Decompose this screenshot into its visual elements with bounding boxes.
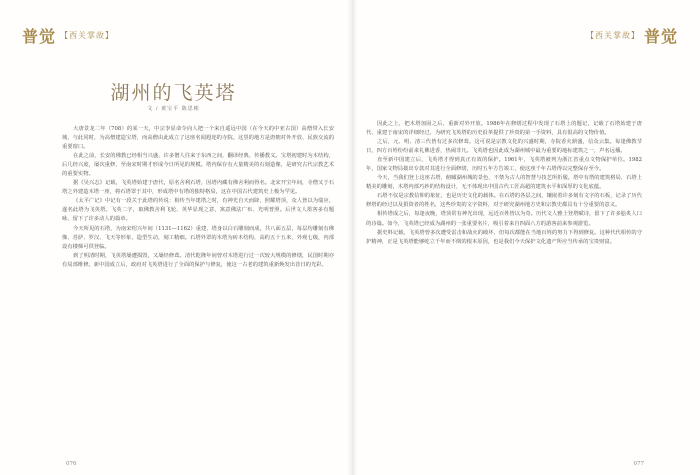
paragraph: 《太平广记》中记有一段关于此塔的传说：相传当年建塔之时，有神光自天而降，照耀塔顶，众人皆以为瑞应，遂名此塔为飞英塔。飞英二字，取佛教舍利飞轮、英华显现之意，寓意佛法广布、光明普照。后世文人墨客多有题咏，留下了许多动人的篇章。 xyxy=(62,198,334,223)
page-number-right: 077 xyxy=(633,461,644,467)
running-header-left xyxy=(22,24,114,47)
logo: 普觉 xyxy=(643,27,678,46)
paragraph: 直至新中国建立后，飞英塔才得到真正有效的保护。1961年，飞英塔被列为浙江省重点文物保护单位。1982年，国家文物局拨出专款对其进行全面修缮，历时五年方告竣工，使这座千年古塔得以完整保存至今。 xyxy=(366,157,642,173)
paragraph: 据《吴兴志》记载，飞英塔始建于唐代，原名舍利石塔，因塔内藏有佛舍利而得名。北宋开宝年间，寺僧又于石塔之外建造木塔一座，将石塔罩于其中，形成塔中有塔的独特格局，这在中国古代建筑史上极为罕见。 xyxy=(62,180,334,196)
right-text-column xyxy=(366,120,642,440)
paragraph: 大唐景龙二年（708）的某一天，中宗李显命令向人把一个来自遥远中国（在今天的中亚古国）高僧带入长安城，与此同时，为高僧建造宝塔，而高僧由此成立了这座名闻遐迩的寺院。这里的地方是唐朝对外开放、民族交流的重要窗口。 xyxy=(62,126,334,151)
running-header-right xyxy=(586,24,678,47)
section-tag: 【西关掌故】 xyxy=(60,31,115,40)
paragraph: 今天所见的石塔，为南宋绍兴年间（1131—1162）重建，塔身以白石雕刻而成，共八面五层，每层均雕刻有佛像、菩萨、罗汉、飞天等形象，造型生动，刻工精细。石塔外罩的木塔为砖木结构，高约五十五米，外观七级，内部设有楼梯可供登临。 xyxy=(62,225,334,250)
paragraph: 在此之前，长安的佛教已经相当兴盛，许多僧人往来于东西之间，翻译经典、传播教义。宝塔初建时为木结构，后几经兴废，屡次重修，至南宋时期才形成今日所见的规模。塔内保存有大量精美的石刻造像，是研究古代宗教艺术的重要实物。 xyxy=(62,153,334,178)
logo: 普觉 xyxy=(22,27,57,46)
paragraph: 相传塔成之后，每逢夜晚，塔顶常有神光出现，远近百姓皆以为奇。历代文人雅士登塔赋诗，留下了许多脍炙人口的诗篇。如今，飞英塔已经成为湖州的一张重要名片，吸引着来自四面八方的游客前来参观游览。 xyxy=(366,211,642,227)
paragraph: 到了明清时期，飞英塔屡遭损毁，又屡经修葺。清代乾隆年间曾对木塔进行过一次较大规模的修缮，民国时期亦有局部维修。新中国成立后，政府对飞英塔进行了全面的保护与修复，使这一古老的建筑重新焕发出昔日的光彩。 xyxy=(62,252,334,268)
article-title: 湖州的飞英塔 xyxy=(110,82,237,104)
page-number-left: 076 xyxy=(66,461,77,467)
paragraph: 今天，当我们登上这座古塔，俯瞰湖州城的景色，不禁为古人的智慧与技艺所折服。塔中有塔的建筑格局，石塔上精美的雕刻，木塔内部巧妙的结构设计，无不体现出中国古代工匠高超的建筑水平和深厚的文化底蕴。 xyxy=(366,175,642,191)
paragraph: 据史料记载，飞英塔曾多次遭受雷击和战火的破坏，但每次都能在当地百姓的努力下得到修复。这种代代相传的守护精神，正是飞英塔能够屹立千年而不倒的根本原因，也是我们今天保护文化遗产所应当传承的宝贵财富。 xyxy=(366,229,642,245)
page-gutter xyxy=(347,0,357,475)
left-text-column xyxy=(62,125,334,440)
section-tag: 【西关掌故】 xyxy=(585,31,640,40)
paragraph: 之后，元、明、清三代皆有过多次修葺。这可说是宗教文化的兴盛时期，寺院香火鼎盛，信众云集。每逢佛教节日，四方百姓纷纷前来礼佛进香，热闹非凡。飞英塔也因此成为湖州城中最为重要的地标建筑之一，声名远播。 xyxy=(366,139,642,155)
paragraph: 因此之上，把木塔加固之后，重新对外开放。1986年在修缮过程中发现了石塔上的题记，记载了石塔始建于唐代、重建于南宋的详细经过，为研究飞英塔的历史沿革提供了珍贵的第一手资料，具有很高的文物价值。 xyxy=(366,121,642,137)
paragraph: 石塔不仅是宗教信仰的象征，也是历史文化的载体。在石塔的各层之间，镶嵌着许多刻有文字的石板，记录了历代修塔的经过以及捐资者的姓名，这些珍贵的文字资料，对于研究湖州地方史和宗教史都具有十分重要的意义。 xyxy=(366,193,642,209)
article-byline: 文 / 黄宝平 陈思彬 xyxy=(147,106,200,112)
